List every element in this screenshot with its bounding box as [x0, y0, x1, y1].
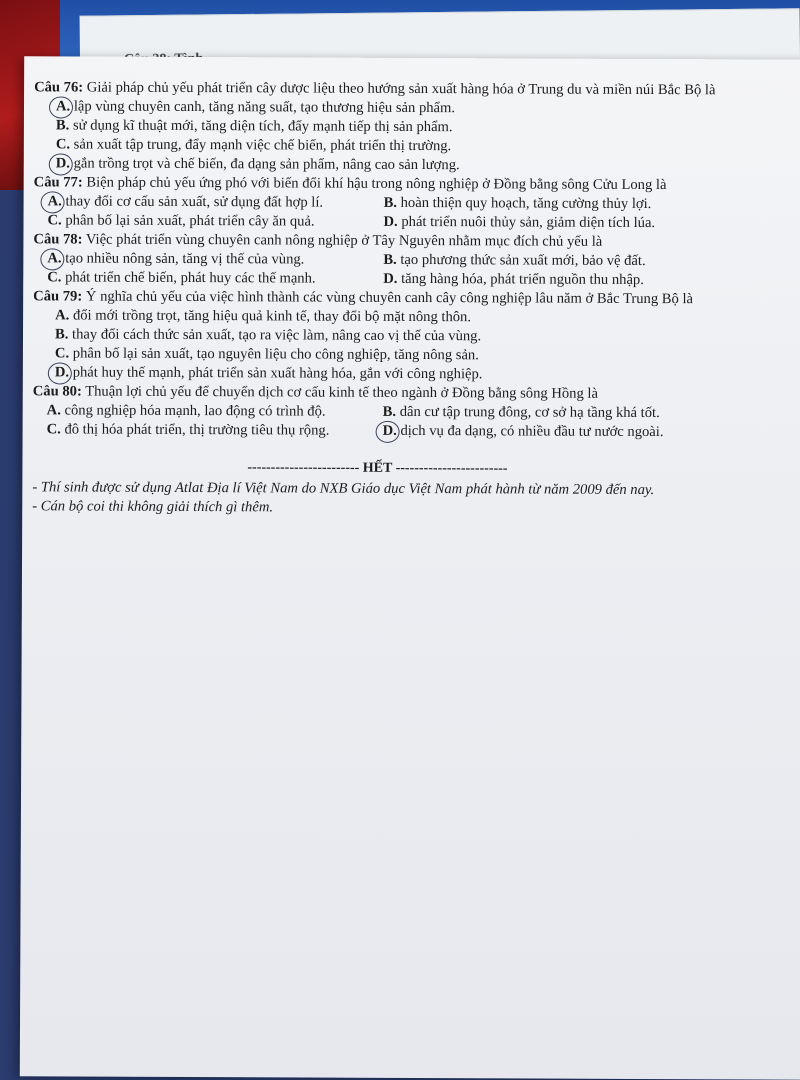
option-d — [383, 213, 719, 233]
option-letter: A. — [47, 250, 62, 267]
question-text: Thuận lợi chủ yếu để chuyển dịch cơ cấu kinh tế theo ngành ở Đồng bằng sông Hồng là — [85, 383, 598, 402]
option-text: sản xuất tập trung, đẩy mạnh việc chế biến, phát triển thị trường. — [73, 136, 452, 155]
option-text: sử dụng kĩ thuật mới, tăng diện tích, đẩy mạnh tiếp thị sản phẩm. — [72, 117, 453, 136]
option-letter: B. — [382, 403, 397, 420]
option-letter: C. — [47, 212, 62, 229]
option-text: đô thị hóa phát triển, thị trường tiêu thụ rộng. — [64, 421, 330, 439]
question-label: Câu 78: — [33, 231, 83, 248]
option-c — [47, 268, 383, 288]
question-76 — [34, 78, 724, 176]
option-letter: A. — [47, 193, 62, 210]
question-label: Câu 76: — [34, 79, 84, 96]
option-letter: C. — [47, 269, 62, 286]
option-letter: C. — [54, 345, 70, 362]
question-78 — [33, 230, 723, 290]
option-letter: D. — [55, 155, 70, 172]
option-letter: A. — [55, 307, 70, 324]
option-text: phân bố lại sản xuất, phát triển cây ăn quả. — [65, 212, 315, 230]
question-text: Ý nghĩa chủ yếu của việc hình thành các vùng chuyên canh cây công nghiệp lâu năm ở Bắc Trung Bộ là — [85, 288, 694, 308]
option-text: hoàn thiện quy hoạch, tăng cường thủy lợi. — [400, 194, 652, 213]
option-d — [383, 270, 719, 290]
option-text: dân cư tập trung đông, cơ sở hạ tầng khá tốt. — [399, 403, 660, 422]
question-label: Câu 80: — [32, 383, 82, 400]
option-text: dịch vụ đa dạng, có nhiều đầu tư nước ngoài. — [400, 422, 664, 441]
option-text: lập vùng chuyên canh, tăng năng suất, tạo thương hiệu sản phẩm. — [73, 98, 456, 117]
notes — [32, 478, 722, 519]
note-item: - Thí sinh được sử dụng Atlat Địa lí Việt Nam do NXB Giáo dục Việt Nam phát hành từ năm 2009 đến nay. — [32, 479, 655, 499]
option-letter: D. — [382, 422, 397, 439]
question-text: Biện pháp chủ yếu ứng phó với biến đổi khí hậu trong nông nghiệp ở Đồng bằng sông Cửu Long là — [86, 174, 667, 194]
option-letter: C. — [55, 136, 71, 153]
option-letter: B. — [54, 326, 69, 343]
option-text: công nghiệp hóa mạnh, lao động có trình độ. — [64, 402, 326, 420]
question-label: Câu 77: — [33, 174, 83, 191]
option-c — [47, 420, 383, 440]
option-letter: D. — [383, 270, 398, 287]
exam-content — [32, 78, 724, 519]
note-item: - Cán bộ coi thi không giải thích gì thêm. — [32, 498, 274, 516]
option-text: phân bố lại sản xuất, tạo nguyên liệu cho công nghiệp, tăng nông sản. — [72, 345, 479, 364]
option-a — [47, 249, 383, 269]
option-text: tạo phương thức sản xuất mới, bảo vệ đất. — [400, 251, 646, 269]
option-letter: C. — [46, 421, 61, 438]
option-text: tạo nhiều nông sản, tăng vị thế của vùng. — [65, 250, 305, 268]
question-77 — [33, 173, 723, 233]
option-letter: B. — [383, 194, 398, 211]
option-a — [47, 401, 383, 421]
question-text: Việc phát triển vùng chuyên canh nông nghiệp ở Tây Nguyên nhằm mục đích chủ yếu là — [85, 231, 603, 250]
option-d — [383, 422, 719, 442]
option-b — [384, 194, 720, 214]
exam-page — [20, 56, 800, 1079]
option-letter: B. — [55, 117, 70, 134]
option-letter: D. — [383, 213, 398, 230]
option-a — [48, 192, 384, 212]
question-80 — [33, 382, 723, 442]
option-text: tăng hàng hóa, phát triển nguồn thu nhập. — [401, 270, 644, 288]
option-letter: A. — [46, 402, 61, 419]
option-text: đổi mới trồng trọt, tăng hiệu quả kinh tế, thay đổi bộ mặt nông thôn. — [72, 307, 472, 326]
option-text: thay đổi cơ cấu sản xuất, sử dụng đất hợp lí. — [65, 193, 324, 211]
option-text: phát triển nuôi thủy sản, giảm diện tích lúa. — [401, 213, 656, 232]
option-row — [33, 420, 723, 442]
question-label: Câu 79: — [33, 288, 83, 305]
option-text: thay đổi cách thức sản xuất, tạo ra việc làm, nâng cao vị thế của vùng. — [72, 326, 482, 345]
option-text: phát huy thế mạnh, phát triển sản xuất hàng hóa, gắn với công nghiệp. — [72, 364, 483, 383]
option-letter: D. — [54, 364, 70, 381]
option-c — [47, 211, 383, 231]
option-text: phát triển chế biến, phát huy các thế mạnh. — [65, 269, 316, 287]
option-b — [383, 251, 719, 271]
end-marker: ------------------------ HẾT ------------------------ — [247, 460, 508, 477]
option-text: gắn trồng trọt và chế biến, đa dạng sản phẩm, nâng cao sản lượng. — [73, 155, 460, 174]
option-letter: B. — [383, 251, 397, 268]
option-b — [383, 403, 719, 423]
question-text: Giải pháp chủ yếu phát triển cây dược liệu theo hướng sản xuất hàng hóa ở Trung du và miền núi Bắc Bộ là — [86, 79, 716, 99]
question-79 — [33, 287, 723, 385]
option-letter: A. — [55, 98, 71, 115]
